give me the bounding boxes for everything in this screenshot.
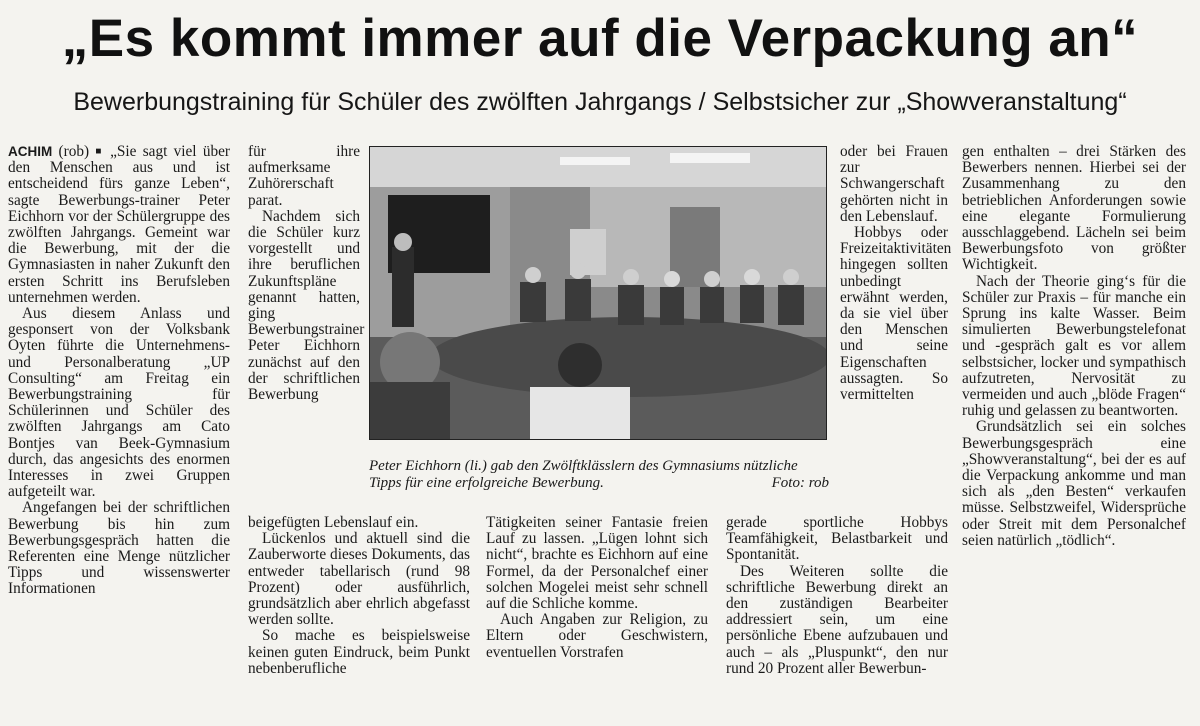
paragraph: Grundsätzlich sei ein solches Bewerbungsgespräch eine „Showveranstaltung“, bei der es auf die Verpackung ankomme und man sich als „den Besten“ verkaufen müsse. Selbstzweifel, Widersprüche oder Streit mit dem Personalchef seien natürlich „tödlich“. (962, 418, 1186, 549)
column-3-bottom (486, 515, 708, 661)
column-1 (8, 144, 230, 598)
paragraph: oder bei Frauen zur Schwangerschaft gehörten nicht in den Lebenslauf. (840, 143, 948, 225)
classroom-photo-illustration (370, 147, 826, 439)
paragraph: Auch Angaben zur Religion, zu Eltern oder Geschwistern, eventuellen Vorstrafen (486, 611, 708, 661)
paragraph: Lückenlos und aktuell sind die Zauberworte dieses Dokuments, das entweder tabellarisch (rund 98 Prozent) oder ausführlich, grundsätzlich aber ehrlich abgefasst werden sollte. (248, 530, 470, 629)
author-tag: (rob) (58, 143, 90, 160)
subheadline: Bewerbungstraining für Schüler des zwölften Jahrgangs / Selbstsicher zur „Showveranstaltung“ (73, 88, 1127, 116)
bullet-icon: ■ (95, 146, 104, 157)
paragraph: Angefangen bei der schriftlichen Bewerbung bis hin zum Bewerbungsgespräch hatten die Referenten eine Menge nützlicher Tipps und wissenswerter Informationen (8, 499, 230, 598)
column-3a-bottom (726, 515, 948, 677)
paragraph: Aus diesem Anlass und gesponsert von der Volksbank Oyten führte die Unternehmens- und Personalberatung „UP Consulting“ am Freitag ein Bewerbungstraining für Schülerinnen und Schüler des zwölften Jahrgangs am Cato Bontjes van Beek-Gymnasium durch, das angesichts des enormen Interesses in zwei Gruppen aufgeteilt war. (8, 305, 230, 501)
column-2-bottom (248, 515, 470, 677)
photo-caption (369, 458, 829, 492)
paragraph: gen enthalten – drei Stärken des Bewerbers nennen. Hierbei sei der Zusammenhang zu den betrieblichen Anforderungen sowie eine elegante Formulierung ausschlaggebend. Lächeln sei beim Bewerbungsfoto von größter Wichtigkeit. (962, 143, 1186, 274)
paragraph (8, 144, 230, 306)
dateline: ACHIM (8, 144, 53, 159)
paragraph: Nachdem sich die Schüler kurz vorgestellt und ihre beruflichen Zukunftspläne genannt hatten, ging Bewerbungstrainer Peter Eichhorn zunächst auf den der schriftlichen Bewerbung (248, 207, 365, 404)
photo-credit: Foto: rob (771, 475, 829, 491)
paragraph: beigefügten Lebenslauf ein. (248, 514, 419, 531)
paragraph: Des Weiteren sollte die schriftliche Bewerbung direkt an den zuständigen Bearbeiter addressiert sein, um eine persönliche Ebene aufzubauen und auch – als „Pluspunkt“, den nur rund 20 Prozent aller Bewerbun- (726, 562, 948, 677)
headline: „Es kommt immer auf die Verpackung an“ (61, 9, 1139, 68)
paragraph: Nach der Theorie ging‘s für die Schüler zur Praxis – für manche ein Sprung ins kalte Wasser. Beim simulierten Bewerbungstelefonat und -gespräch galt es vor allem selbstsicher, locker und sympathisch aufzutreten, Nervosität zu vermeiden und auch „blöde Fragen“ ruhig und gelassen zu beantworten. (962, 272, 1186, 420)
paragraph: gerade sportliche Hobbys Teamfähigkeit, Belastbarkeit und Spontanität. (726, 514, 948, 564)
caption-text: Peter Eichhorn (li.) gab den Zwölftklässlern des Gymnasiums nützliche Tipps für eine erfolgreiche Bewerbung. (369, 458, 798, 491)
paragraph: So mache es beispielsweise keinen guten Eindruck, beim Punkt nebenberufliche (248, 627, 470, 677)
paragraph-text: „Sie sagt viel über den Menschen aus und ist entscheidend fürs ganze Leben“, sagte Bewerbungs-trainer Peter Eichhorn vor der Schülergruppe des zwölften Jahrgangs. Gemeint war die Bewerbung, mit der die Gymnasiasten in naher Zukunft den ersten Schritt ins Berufsleben unternehmen werden. (8, 143, 230, 306)
column-4 (962, 144, 1186, 549)
column-2 (248, 143, 365, 404)
paragraph: Hobbys oder Freizeitaktivitäten hingegen sollten unbedingt erwähnt werden, da sie viel über den Menschen und seine Eigenschaften aussagten. So vermittelten (840, 224, 952, 404)
paragraph: Tätigkeiten seiner Fantasie freien Lauf zu lassen. „Lügen lohnt sich nicht“, brachte es Eichhorn auf eine Formel, da der Personalchef einer solchen Mogelei meist sehr schnell auf die Schliche komme. (486, 514, 708, 613)
article-photo (369, 146, 827, 440)
column-3 (840, 143, 952, 404)
paragraph: für ihre aufmerksame Zuhörerschaft parat. (248, 143, 360, 209)
